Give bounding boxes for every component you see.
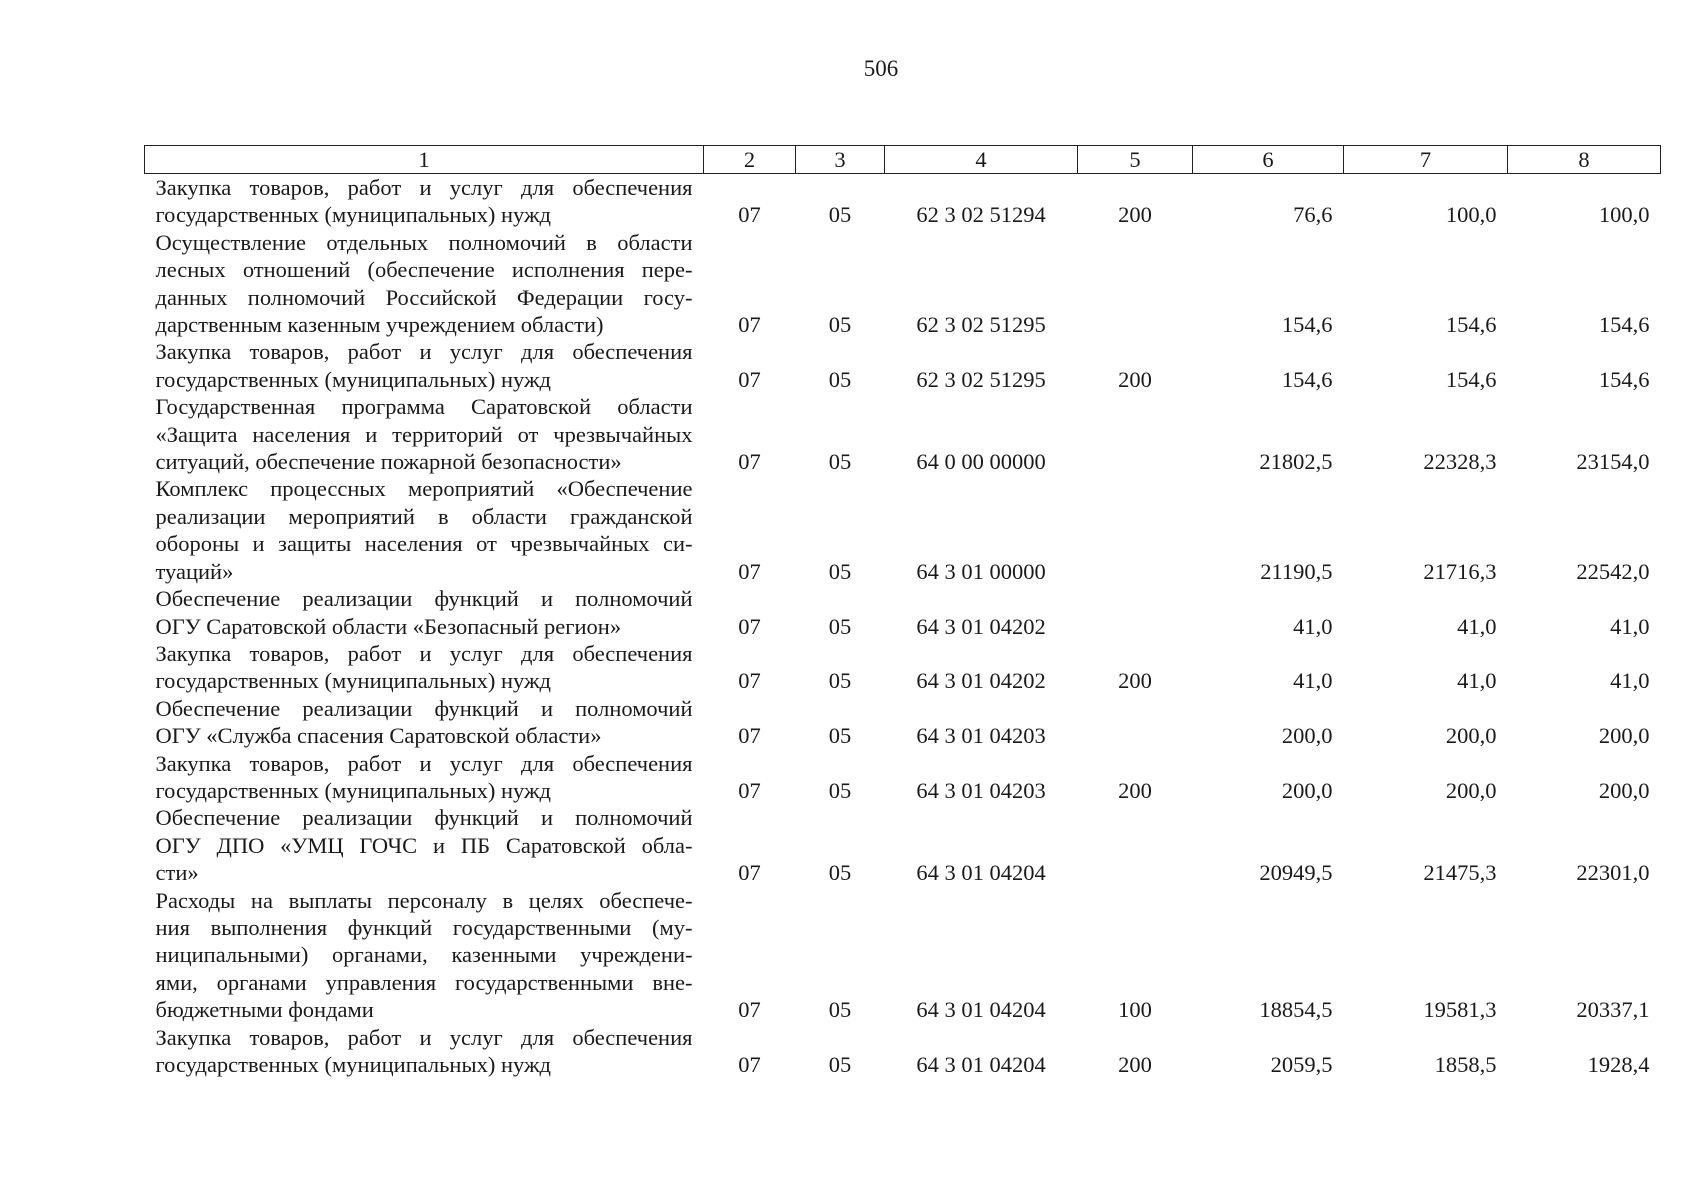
column-header-5: 5 bbox=[1078, 146, 1193, 174]
amount-year-2: 154,6 bbox=[1445, 312, 1497, 338]
amount-year-2: 22328,3 bbox=[1423, 449, 1497, 475]
amount-year-2: 100,0 bbox=[1445, 202, 1497, 228]
description-line: Комплекс процессных мероприятий «Обеспечение bbox=[155, 476, 693, 502]
amount-year-2: 41,0 bbox=[1457, 668, 1497, 694]
amount-year-1: 200,0 bbox=[1281, 723, 1333, 749]
subsection-code: 05 bbox=[828, 723, 852, 749]
table-row bbox=[145, 229, 1661, 339]
description-line: ОГУ ДПО «УМЦ ГОЧС и ПБ Саратовской обла- bbox=[155, 832, 693, 858]
description-line: Закупка товаров, работ и услуг для обеспечения bbox=[155, 175, 693, 200]
amount-year-2: 21716,3 bbox=[1423, 558, 1497, 584]
column-header-4: 4 bbox=[885, 146, 1078, 174]
description-line: ситуаций, обеспечение пожарной безопасности» bbox=[155, 449, 622, 475]
column-header-1: 1 bbox=[145, 146, 704, 174]
description-line: ОГУ «Служба спасения Саратовской области» bbox=[155, 723, 602, 749]
subsection-code: 05 bbox=[828, 997, 852, 1023]
target-article-code: 64 3 01 04204 bbox=[916, 997, 1046, 1023]
amount-year-2: 200,0 bbox=[1445, 723, 1497, 749]
subsection-code: 05 bbox=[828, 366, 852, 392]
row-description bbox=[145, 804, 704, 886]
section-code: 07 bbox=[738, 723, 761, 749]
description-line: Закупка товаров, работ и услуг для обеспечения bbox=[155, 1024, 693, 1050]
amount-year-2: 1858,5 bbox=[1434, 1052, 1497, 1077]
amount-year-2: 19581,3 bbox=[1423, 997, 1497, 1023]
amount-year-3: 154,6 bbox=[1598, 312, 1650, 338]
description-line: государственных (муниципальных) нужд bbox=[155, 366, 551, 392]
amount-year-1: 41,0 bbox=[1293, 613, 1333, 639]
subsection-code: 05 bbox=[828, 202, 852, 228]
target-article-code: 64 3 01 04204 bbox=[916, 1052, 1046, 1077]
description-line: Обеспечение реализации функций и полномочий bbox=[155, 805, 693, 831]
expense-type-code: 200 bbox=[1118, 668, 1152, 694]
expense-type-code: 100 bbox=[1118, 997, 1152, 1023]
description-line: Обеспечение реализации функций и полномочий bbox=[155, 695, 693, 721]
subsection-code: 05 bbox=[828, 1052, 852, 1077]
expense-type-code bbox=[1078, 695, 1193, 750]
section-code: 07 bbox=[738, 777, 761, 803]
section-code: 07 bbox=[738, 860, 761, 886]
column-header-8: 8 bbox=[1508, 146, 1661, 174]
table-row bbox=[145, 804, 1661, 886]
expense-type-code: 200 bbox=[1118, 366, 1152, 392]
amount-year-1: 2059,5 bbox=[1270, 1052, 1333, 1077]
subsection-code: 05 bbox=[828, 449, 852, 475]
column-header-2: 2 bbox=[704, 146, 796, 174]
amount-year-3: 22542,0 bbox=[1576, 558, 1650, 584]
description-line: Расходы на выплаты персоналу в целях обеспече- bbox=[155, 887, 693, 913]
expense-type-code bbox=[1078, 393, 1193, 475]
section-code: 07 bbox=[738, 1052, 761, 1077]
description-line: реализации мероприятий в области гражданской bbox=[155, 503, 693, 529]
table-row bbox=[145, 174, 1661, 229]
expense-type-code bbox=[1078, 804, 1193, 886]
expense-type-code bbox=[1078, 475, 1193, 585]
target-article-code: 64 3 01 04203 bbox=[916, 723, 1046, 749]
table-row bbox=[145, 393, 1661, 475]
description-line: Осуществление отдельных полномочий в области bbox=[155, 229, 693, 255]
row-description bbox=[145, 887, 704, 1024]
amount-year-3: 41,0 bbox=[1610, 668, 1650, 694]
amount-year-2: 21475,3 bbox=[1423, 860, 1497, 886]
target-article-code: 62 3 02 51295 bbox=[916, 366, 1046, 392]
subsection-code: 05 bbox=[828, 668, 852, 694]
amount-year-1: 21802,5 bbox=[1259, 449, 1333, 475]
table-row bbox=[145, 887, 1661, 1024]
amount-year-1: 200,0 bbox=[1281, 777, 1333, 803]
amount-year-2: 41,0 bbox=[1457, 613, 1497, 639]
subsection-code: 05 bbox=[828, 312, 852, 338]
target-article-code: 64 3 01 04202 bbox=[916, 613, 1046, 639]
description-line: Закупка товаров, работ и услуг для обеспечения bbox=[155, 339, 693, 365]
section-code: 07 bbox=[738, 449, 761, 475]
table-row bbox=[145, 475, 1661, 585]
section-code: 07 bbox=[738, 558, 761, 584]
description-line: бюджетными фондами bbox=[155, 997, 374, 1023]
target-article-code: 64 3 01 00000 bbox=[916, 558, 1046, 584]
description-line: дарственным казенным учреждением области) bbox=[155, 312, 604, 338]
description-line: туаций» bbox=[155, 558, 234, 584]
table-row bbox=[145, 640, 1661, 695]
amount-year-3: 22301,0 bbox=[1576, 860, 1650, 886]
subsection-code: 05 bbox=[828, 860, 852, 886]
page-number: 506 bbox=[863, 56, 899, 81]
section-code: 07 bbox=[738, 613, 761, 639]
subsection-code: 05 bbox=[828, 613, 852, 639]
description-line: Обеспечение реализации функций и полномочий bbox=[155, 586, 693, 612]
description-line: государственных (муниципальных) нужд bbox=[155, 202, 551, 228]
description-line: «Защита населения и территорий от чрезвычайных bbox=[155, 421, 693, 447]
table-row bbox=[145, 750, 1661, 805]
amount-year-3: 20337,1 bbox=[1576, 997, 1650, 1023]
expense-type-code bbox=[1078, 229, 1193, 339]
description-line: Закупка товаров, работ и услуг для обеспечения bbox=[155, 640, 693, 666]
section-code: 07 bbox=[738, 366, 761, 392]
description-line: государственных (муниципальных) нужд bbox=[155, 777, 551, 803]
amount-year-3: 200,0 bbox=[1598, 777, 1650, 803]
target-article-code: 62 3 02 51295 bbox=[916, 312, 1046, 338]
description-line: государственных (муниципальных) нужд bbox=[155, 668, 551, 694]
amount-year-1: 21190,5 bbox=[1260, 558, 1333, 584]
amount-year-2: 154,6 bbox=[1445, 366, 1497, 392]
budget-table bbox=[144, 145, 1661, 1078]
amount-year-3: 200,0 bbox=[1598, 723, 1650, 749]
description-line: Закупка товаров, работ и услуг для обеспечения bbox=[155, 750, 693, 776]
target-article-code: 64 3 01 04203 bbox=[916, 777, 1046, 803]
subsection-code: 05 bbox=[828, 558, 852, 584]
amount-year-1: 154,6 bbox=[1281, 312, 1333, 338]
amount-year-1: 154,6 bbox=[1281, 366, 1333, 392]
column-header-6: 6 bbox=[1193, 146, 1344, 174]
amount-year-3: 100,0 bbox=[1598, 202, 1650, 228]
row-description bbox=[145, 640, 704, 695]
table-row bbox=[145, 695, 1661, 750]
amount-year-3: 1928,4 bbox=[1587, 1052, 1650, 1077]
expense-type-code: 200 bbox=[1118, 202, 1152, 228]
target-article-code: 64 3 01 04202 bbox=[916, 668, 1046, 694]
target-article-code: 64 3 01 04204 bbox=[916, 860, 1046, 886]
expense-type-code bbox=[1078, 585, 1193, 640]
description-line: ниципальными) органами, казенными учреждени- bbox=[155, 942, 693, 968]
amount-year-3: 23154,0 bbox=[1576, 449, 1650, 475]
amount-year-3: 154,6 bbox=[1598, 366, 1650, 392]
description-line: ями, органами управления государственными вне- bbox=[155, 969, 693, 995]
section-code: 07 bbox=[738, 312, 761, 338]
section-code: 07 bbox=[738, 668, 761, 694]
table-header-row bbox=[145, 146, 1661, 174]
row-description bbox=[145, 338, 704, 393]
table-row bbox=[145, 585, 1661, 640]
description-line: ОГУ Саратовской области «Безопасный регион» bbox=[155, 613, 622, 639]
description-line: государственных (муниципальных) нужд bbox=[155, 1052, 551, 1077]
row-description bbox=[145, 695, 704, 750]
column-header-7: 7 bbox=[1344, 146, 1508, 174]
row-description bbox=[145, 393, 704, 475]
table-body bbox=[145, 174, 1661, 1079]
amount-year-2: 200,0 bbox=[1445, 777, 1497, 803]
row-description bbox=[145, 750, 704, 805]
description-line: лесных отношений (обеспечение исполнения пере- bbox=[155, 257, 693, 283]
subsection-code: 05 bbox=[828, 777, 852, 803]
expense-type-code: 200 bbox=[1118, 1052, 1152, 1077]
amount-year-1: 41,0 bbox=[1293, 668, 1333, 694]
row-description bbox=[145, 1024, 704, 1079]
row-description bbox=[145, 229, 704, 339]
amount-year-3: 41,0 bbox=[1610, 613, 1650, 639]
description-line: Государственная программа Саратовской области bbox=[155, 394, 693, 420]
description-line: сти» bbox=[155, 860, 199, 886]
table-row bbox=[145, 338, 1661, 393]
amount-year-1: 18854,5 bbox=[1259, 997, 1333, 1023]
target-article-code: 64 0 00 00000 bbox=[916, 449, 1046, 475]
row-description bbox=[145, 585, 704, 640]
target-article-code: 62 3 02 51294 bbox=[916, 202, 1046, 228]
amount-year-1: 20949,5 bbox=[1259, 860, 1333, 886]
section-code: 07 bbox=[738, 202, 761, 228]
expense-type-code: 200 bbox=[1118, 777, 1152, 803]
description-line: данных полномочий Российской Федерации госу- bbox=[155, 284, 693, 310]
section-code: 07 bbox=[738, 997, 761, 1023]
row-description bbox=[145, 174, 704, 229]
table-row bbox=[145, 1024, 1661, 1079]
description-line: обороны и защиты населения от чрезвычайных си- bbox=[155, 531, 693, 557]
description-line: ния выполнения функций государственными (му- bbox=[155, 914, 693, 940]
amount-year-1: 76,6 bbox=[1293, 202, 1333, 228]
column-header-3: 3 bbox=[796, 146, 885, 174]
row-description bbox=[145, 475, 704, 585]
